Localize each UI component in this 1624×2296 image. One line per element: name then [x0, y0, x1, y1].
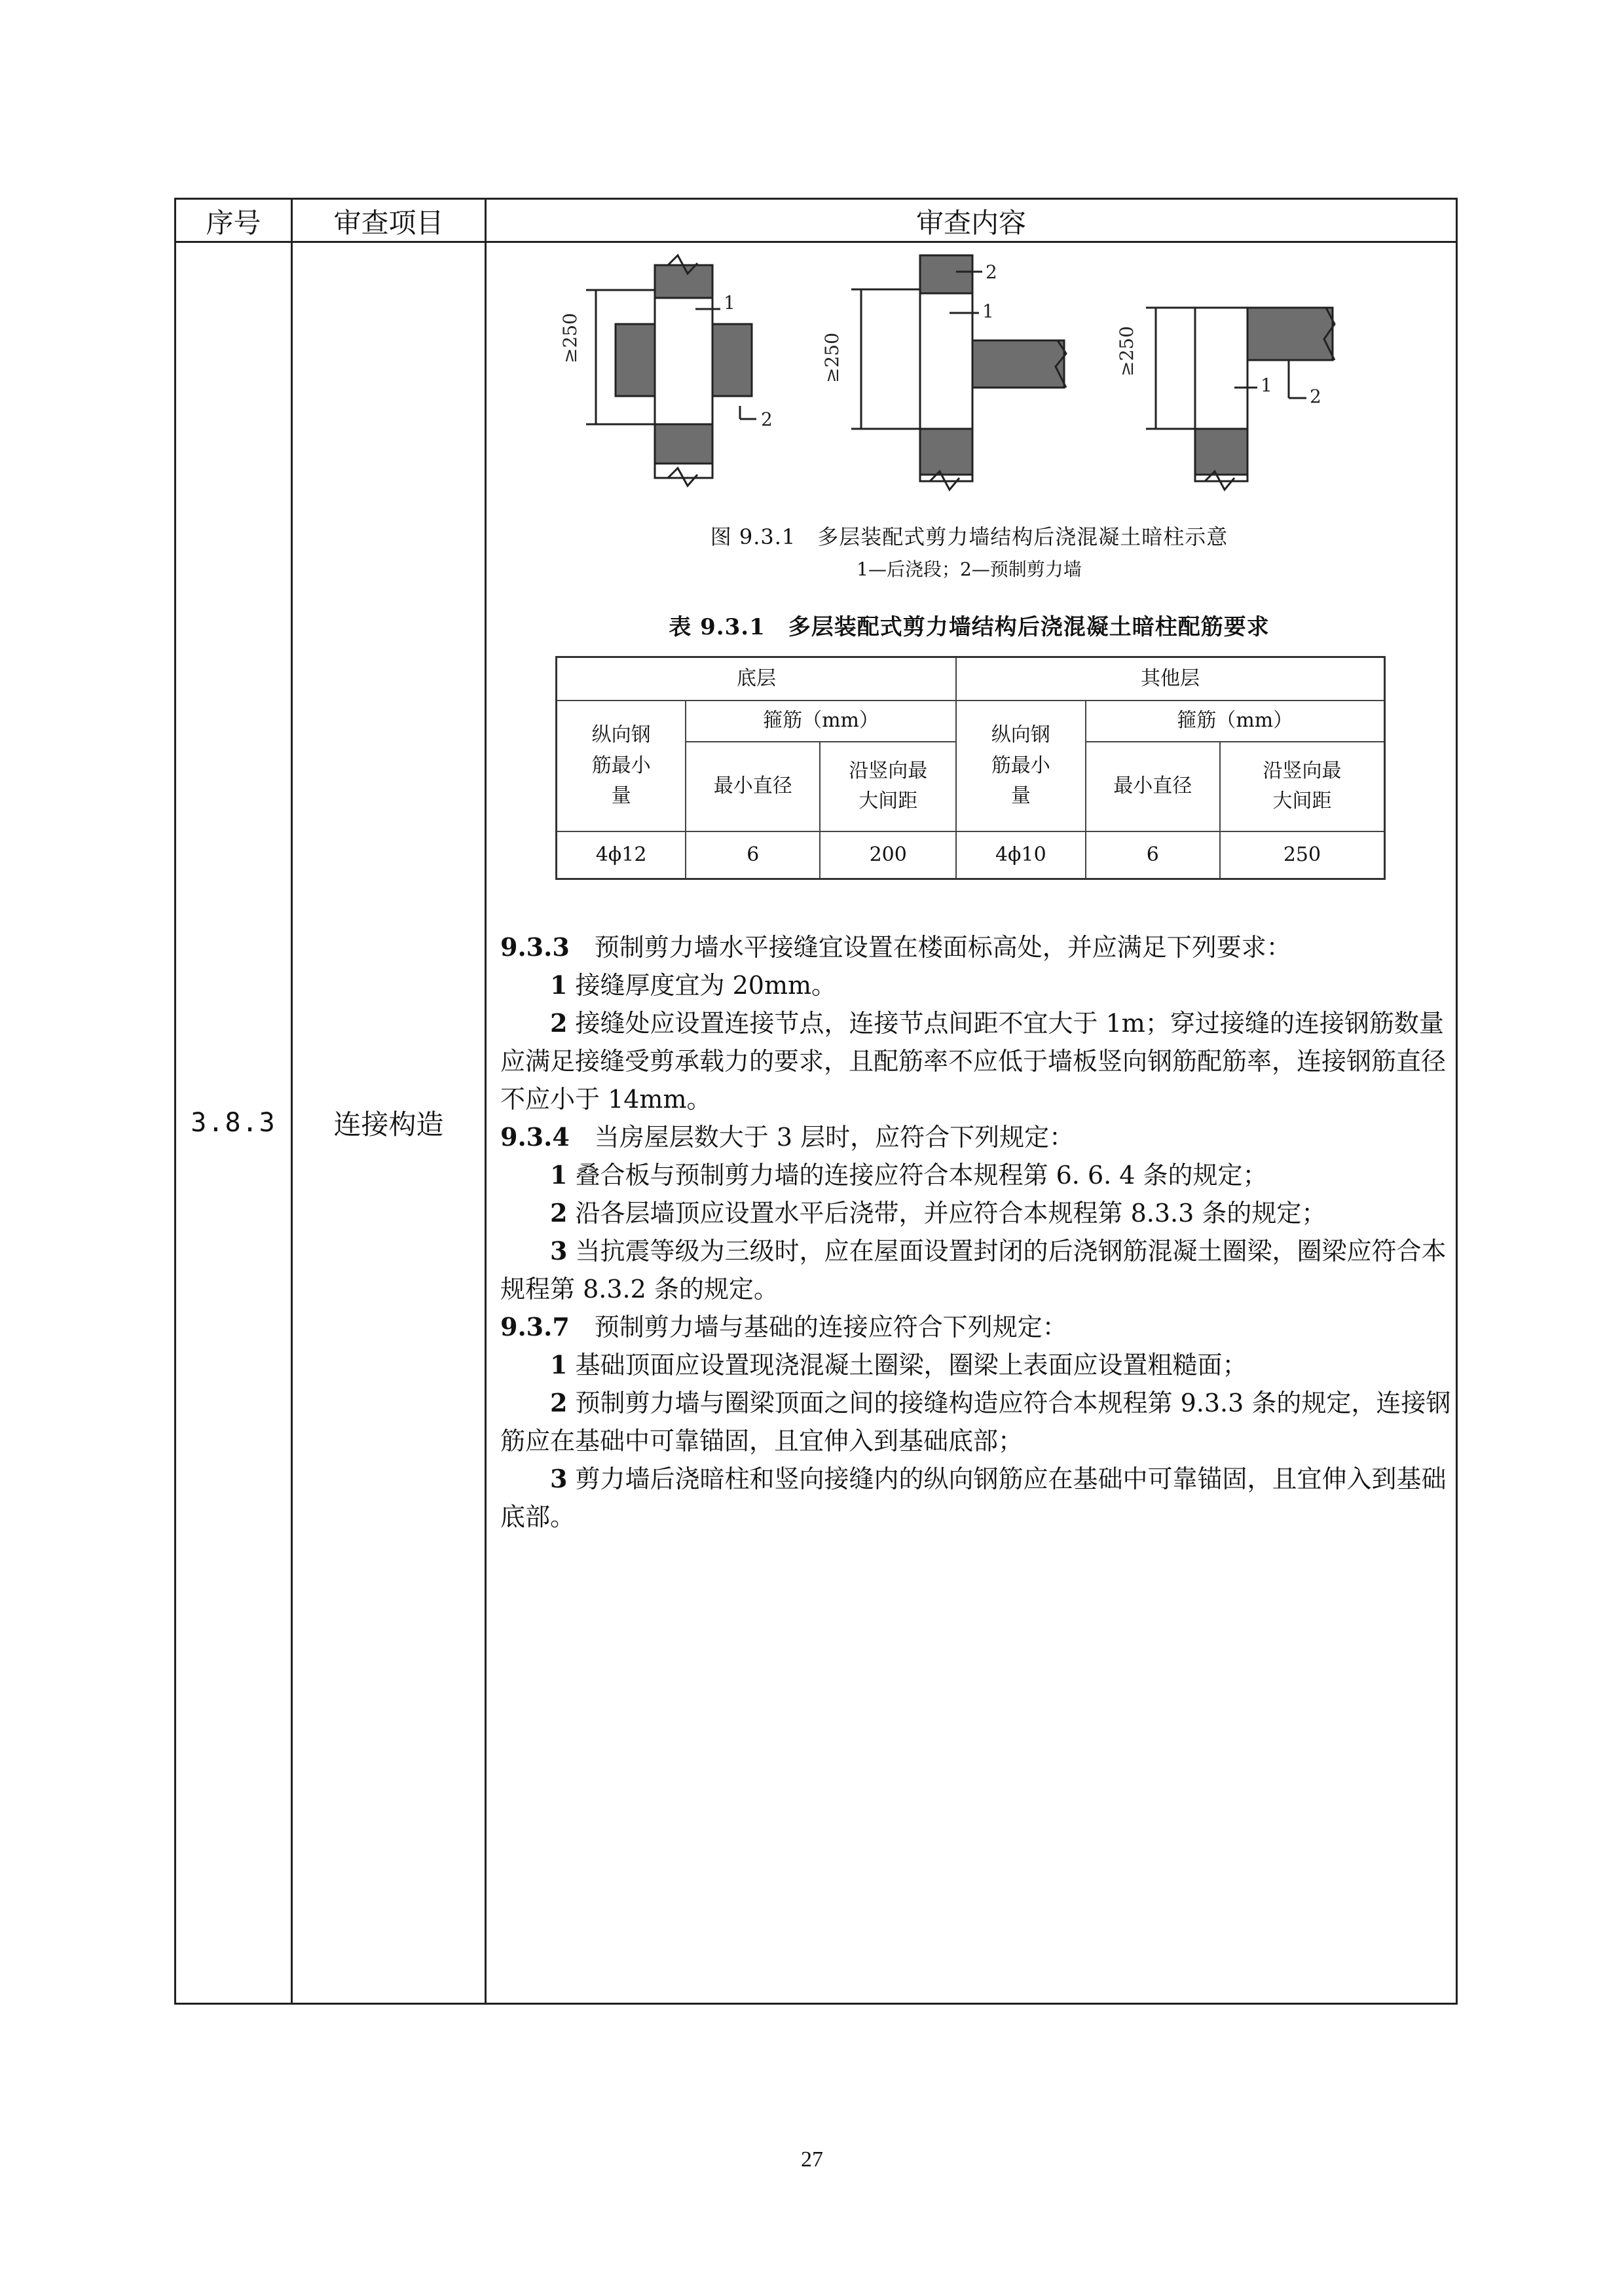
figure-legend: 1—后浇段；2—预制剪力墙	[857, 558, 1082, 580]
column-divider	[485, 200, 487, 2003]
clause-item: 1 基础顶面应设置现浇混凝土圈梁，圈梁上表面应设置粗糙面；	[550, 1350, 1247, 1379]
mark-2: 2	[986, 261, 997, 283]
clause-9-3-7: 9.3.7 预制剪力墙与基础的连接应符合下列规定：	[500, 1312, 1067, 1341]
diagram-t-joint	[821, 255, 1066, 490]
clause-item: 1 叠合板与预制剪力墙的连接应符合本规程第 6. 6. 4 条的规定；	[550, 1160, 1268, 1190]
col-min-diameter: 最小直径	[1086, 742, 1220, 831]
clause-9-3-3: 9.3.3 预制剪力墙水平接缝宜设置在楼面标高处，并应满足下列要求：	[500, 932, 1291, 962]
group-other-floors: 其他层	[956, 657, 1385, 701]
table-cell: 250	[1220, 831, 1385, 879]
table-cell: 6	[1086, 831, 1220, 879]
dim-label: ≥250	[1116, 326, 1137, 376]
mark-1: 1	[724, 292, 735, 314]
clause-item: 2 预制剪力墙与圈梁顶面之间的接缝构造应符合本规程第 9.3.3 条的规定，连接钢筋应在基础中可靠锚固，且宜伸入到基础底部；	[500, 1388, 1451, 1455]
row-serial-no: 3.8.3	[191, 1108, 276, 1138]
clause-item: 2 接缝处应设置连接节点，连接节点间距不宜大于 1m；穿过接缝的连接钢筋数量应满足接缝受剪承载力的要求，且配筋率不应低于墙板竖向钢筋配筋率，连接钢筋直径不应小于 14mm。	[500, 1008, 1447, 1114]
row-review-item: 连接构造	[333, 1108, 444, 1140]
figure-caption: 图 9.3.1 多层装配式剪力墙结构后浇混凝土暗柱示意	[710, 524, 1228, 549]
dim-label: ≥250	[559, 313, 581, 363]
wall-joint-diagrams	[524, 249, 1414, 498]
diagram-cross-joint	[559, 255, 773, 486]
clause-item: 3 当抗震等级为三级时，应在屋面设置封闭的后浇钢筋混凝土圈梁，圈梁应符合本规程第 8.3.2 条的规定。	[500, 1236, 1447, 1303]
table-cell: 6	[686, 831, 820, 879]
clause-item: 3 剪力墙后浇暗柱和竖向接缝内的纵向钢筋应在基础中可靠锚固，且宜伸入到基础底部。	[500, 1464, 1447, 1531]
header-review-content: 审查内容	[915, 207, 1026, 239]
mark-1: 1	[982, 301, 994, 322]
col-long-bar: 纵向钢筋最小量	[956, 701, 1086, 831]
header-review-item: 审查项目	[333, 207, 444, 239]
header-serial-no: 序号	[206, 207, 261, 239]
rebar-table	[555, 656, 1386, 880]
mark-2: 2	[761, 409, 773, 430]
table-cell: 4ϕ10	[956, 831, 1086, 879]
table-title: 表 9.3.1 多层装配式剪力墙结构后浇混凝土暗柱配筋要求	[669, 614, 1270, 640]
clause-item: 2 沿各层墙顶应设置水平后浇带，并应符合本规程第 8.3.3 条的规定；	[550, 1198, 1327, 1228]
col-stirrup: 箍筋（mm）	[686, 701, 956, 742]
col-max-spacing: 沿竖向最大间距	[820, 742, 956, 831]
col-stirrup: 箍筋（mm）	[1086, 701, 1385, 742]
clause-9-3-4: 9.3.4 当房屋层数大于 3 层时，应符合下列规定：	[500, 1122, 1075, 1152]
table-cell: 200	[820, 831, 956, 879]
mark-2: 2	[1310, 386, 1321, 407]
clause-item: 1 接缝厚度宜为 20mm。	[550, 970, 837, 1000]
diagram-l-joint	[1116, 308, 1335, 490]
page-number: 27	[801, 2147, 823, 2172]
col-min-diameter: 最小直径	[686, 742, 820, 831]
col-long-bar: 纵向钢筋最小量	[557, 701, 686, 831]
mark-1: 1	[1261, 374, 1272, 396]
dim-label: ≥250	[821, 333, 843, 383]
group-ground-floor: 底层	[557, 657, 956, 701]
col-max-spacing: 沿竖向最大间距	[1220, 742, 1385, 831]
table-cell: 4ϕ12	[557, 831, 686, 879]
clause-text	[500, 928, 1451, 1536]
